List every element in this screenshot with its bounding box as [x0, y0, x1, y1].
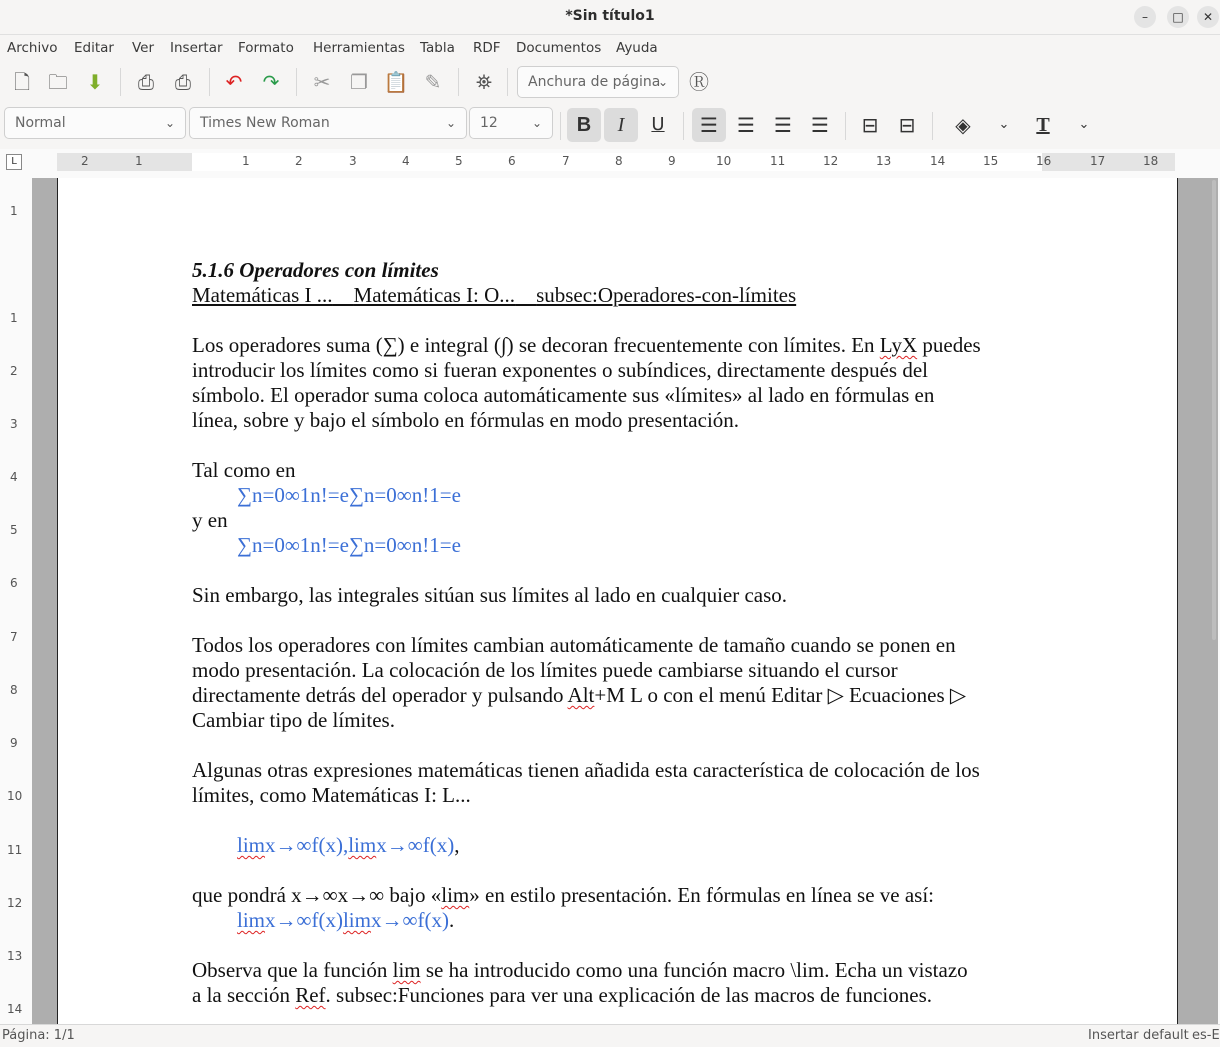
ruler-label: 13 [876, 154, 892, 168]
paragraph-line: introducir los límites como si fueran exponentes o subíndices, directamente después del [192, 358, 928, 382]
ruler-label: 1 [135, 154, 143, 168]
text-run: . [448, 908, 455, 932]
paragraph-line: Sin embargo, las integrales sitúan sus límites al lado en cualquier caso. [192, 583, 788, 607]
separator [120, 68, 121, 96]
new-document-icon[interactable]: 🗋 [13, 70, 31, 94]
close-button[interactable]: ✕ [1197, 6, 1219, 28]
window-title: *Sin título1 [565, 8, 655, 24]
bold-button[interactable]: B [567, 108, 601, 142]
redo-icon[interactable]: ↷ [262, 70, 280, 94]
align-center-button[interactable]: ☰ [737, 113, 755, 137]
ruler-label: 16 [1036, 154, 1052, 168]
text-run: , [454, 833, 460, 857]
ruler-label: 1 [242, 154, 250, 168]
text-run: que pondrá x→∞x→∞ bajo « [192, 883, 442, 907]
document-area[interactable] [32, 178, 1218, 1024]
menu-formato[interactable]: Formato [238, 40, 294, 56]
document-page[interactable] [57, 178, 1178, 1024]
paragraph-line: límites, como Matemáticas I: L... [192, 783, 471, 807]
menu-ayuda[interactable]: Ayuda [616, 40, 658, 56]
ruler-label: 14 [930, 154, 946, 168]
ruler-label: 12 [7, 896, 23, 910]
menu-bar [0, 35, 1220, 61]
chevron-down-icon[interactable]: ⌄ [998, 117, 1010, 132]
ruler-label: 6 [10, 576, 18, 590]
text-run: se ha introducido como una función macro \lim. Echa un vistazo [420, 958, 968, 982]
menu-insertar[interactable]: Insertar [170, 40, 223, 56]
text-run: puedes [917, 333, 981, 357]
ruler-label: 3 [349, 154, 357, 168]
horizontal-ruler[interactable] [57, 153, 1175, 171]
misspelled-word[interactable]: lim [392, 958, 421, 982]
cut-icon[interactable]: ✂ [313, 70, 331, 94]
breadcrumb-part[interactable]: Matemáticas I: O... [353, 283, 516, 307]
paragraph-line: Tal como en [192, 458, 296, 482]
breadcrumb[interactable] [192, 283, 796, 308]
download-icon[interactable]: ⬇ [86, 70, 104, 94]
math-expr: x→∞f(x), [265, 833, 349, 857]
math-expr: x→∞f(x) [370, 908, 449, 932]
ruler-label: 1 [10, 311, 18, 325]
ruler-label: 11 [7, 843, 23, 857]
ruler-label: 7 [562, 154, 570, 168]
math-formula[interactable]: ∑n=0∞1n!=e∑n=0∞n!1=e [237, 483, 461, 507]
separator [560, 112, 561, 140]
text-run: Observa que la función [192, 958, 393, 982]
copy-icon[interactable]: ❐ [350, 70, 368, 94]
standard-toolbar [0, 61, 1220, 103]
paragraph-line: símbolo. El operador suma coloca automáticamente sus «límites» al lado en fórmulas en [192, 383, 935, 407]
ruler-label: 12 [823, 154, 839, 168]
tab-stop-selector[interactable]: L [6, 154, 22, 170]
font-size-value: 12 [480, 115, 498, 131]
paste-icon[interactable]: 📋 [383, 70, 409, 94]
math-lim: lim [342, 908, 371, 932]
separator [458, 68, 459, 96]
font-name-value: Times New Roman [200, 115, 330, 131]
text-color-icon[interactable]: T [1036, 114, 1050, 136]
ruler-label: 4 [10, 470, 18, 484]
fill-color-icon[interactable]: ◈ [955, 113, 971, 137]
zoom-value: Anchura de página [528, 74, 661, 90]
paragraph-line [192, 683, 966, 708]
paragraph-line: Cambiar tipo de límites. [192, 708, 395, 732]
chevron-down-icon[interactable]: ⌄ [1078, 117, 1090, 132]
separator [296, 68, 297, 96]
ruler-label: 2 [295, 154, 303, 168]
misspelled-word[interactable]: LyX [879, 333, 918, 357]
font-size-select[interactable] [469, 107, 553, 139]
menu-herramientas[interactable]: Herramientas [313, 40, 405, 56]
indent-increase-icon[interactable]: ⊟ [898, 113, 916, 137]
math-expr: x→∞f(x) [265, 908, 343, 932]
font-name-select[interactable] [189, 107, 467, 139]
language[interactable]: es-E [1192, 1028, 1220, 1043]
align-right-button[interactable]: ☰ [774, 113, 792, 137]
separator [932, 112, 933, 140]
math-lim: lim [348, 833, 377, 857]
ruler-label: 8 [615, 154, 623, 168]
ruler-label: 5 [455, 154, 463, 168]
misspelled-word[interactable]: lim [441, 883, 470, 907]
vertical-ruler[interactable] [5, 178, 25, 1024]
separator [507, 68, 508, 96]
misspelled-word[interactable]: Alt [567, 683, 595, 707]
italic-button[interactable]: I [604, 108, 638, 142]
title-bar [0, 0, 1220, 35]
math-lim: lim [237, 833, 266, 857]
text-run: Los operadores suma (∑) e integral (∫) se decoran frecuentemente con límites. En [192, 333, 880, 357]
print-icon[interactable]: ⎙ [175, 70, 191, 94]
indent-decrease-icon[interactable]: ⊟ [861, 113, 879, 137]
paragraph-style-value: Normal [15, 115, 66, 131]
ruler-label: 3 [10, 417, 18, 431]
ruler-label: 4 [402, 154, 410, 168]
paragraph-line: Todos los operadores con límites cambian automáticamente de tamaño cuando se ponen en [192, 633, 956, 657]
chevron-down-icon: ⌄ [531, 116, 542, 130]
text-run: directamente detrás del operador y pulsando [192, 683, 568, 707]
menu-archivo[interactable]: Archivo [7, 40, 58, 56]
section-heading: 5.1.6 Operadores con límites [192, 258, 439, 282]
menu-ver[interactable]: Ver [132, 40, 155, 56]
page-indicator: Página: 1/1 [2, 1028, 75, 1043]
math-lim: lim [237, 908, 266, 932]
status-bar [0, 1024, 1220, 1047]
align-left-button[interactable]: ☰ [692, 108, 726, 142]
menu-documentos[interactable]: Documentos [516, 40, 602, 56]
open-folder-icon[interactable]: 🗀 [48, 70, 68, 94]
misspelled-word[interactable]: Ref [295, 983, 326, 1007]
ruler-label: 17 [1090, 154, 1106, 168]
menu-editar[interactable]: Editar [74, 40, 114, 56]
math-expr: x→∞f(x) [376, 833, 455, 857]
undo-icon[interactable]: ↶ [225, 70, 243, 94]
menu-tabla[interactable]: Tabla [420, 40, 455, 56]
format-toolbar [0, 103, 1220, 149]
ruler-label: 8 [10, 683, 18, 697]
paragraph-line [192, 983, 932, 1008]
ruler-label: 1 [10, 204, 18, 218]
lyx-icon[interactable]: ⛯ [476, 70, 492, 94]
ruler-label: 7 [10, 630, 18, 644]
text-run: » en estilo presentación. En fórmulas en línea se ve así: [469, 883, 935, 907]
text-run: . subsec:Funciones para ver una explicación de las macros de funciones. [325, 983, 932, 1007]
view-latex-icon[interactable]: Ⓡ [689, 70, 709, 94]
paragraph-line [192, 883, 934, 908]
ruler-label: 10 [716, 154, 732, 168]
chevron-down-icon: ⌄ [164, 116, 175, 130]
separator [683, 112, 684, 140]
chevron-down-icon: ⌄ [445, 116, 456, 130]
chevron-down-icon: ⌄ [657, 75, 668, 89]
ruler-label: 6 [508, 154, 516, 168]
separator [845, 112, 846, 140]
menu-rdf[interactable]: RDF [473, 40, 501, 56]
align-justify-button[interactable]: ☰ [811, 113, 829, 137]
paragraph-line [192, 958, 968, 983]
breadcrumb-part[interactable]: Matemáticas I ... [192, 283, 333, 307]
math-formula[interactable] [237, 908, 454, 933]
minimize-button[interactable]: – [1134, 6, 1156, 28]
paragraph-line: línea, sobre y bajo el símbolo en fórmulas en modo presentación. [192, 408, 740, 432]
ruler-label: 2 [81, 154, 89, 168]
ruler-label: 14 [7, 1002, 23, 1016]
paragraph-line: Algunas otras expresiones matemáticas tienen añadida esta característica de colocación de los [192, 758, 980, 782]
ruler-label: 2 [10, 364, 18, 378]
paragraph-line [192, 333, 981, 358]
paragraph-line: modo presentación. La colocación de los límites puede cambiarse situando el cursor [192, 658, 898, 682]
ruler-label: 9 [668, 154, 676, 168]
math-formula[interactable] [237, 833, 459, 858]
vertical-scrollbar[interactable] [1212, 180, 1216, 640]
ruler-label: 18 [1143, 154, 1159, 168]
ruler-label: 5 [10, 523, 18, 537]
paragraph-style-select[interactable] [4, 107, 186, 139]
page-style: default [1143, 1028, 1189, 1043]
math-formula[interactable]: ∑n=0∞1n!=e∑n=0∞n!1=e [237, 533, 461, 557]
ruler-label: 15 [983, 154, 999, 168]
ruler-label: 10 [7, 789, 23, 803]
paragraph-line: y en [192, 508, 228, 532]
maximize-button[interactable]: □ [1167, 6, 1189, 28]
ruler-label: 9 [10, 736, 18, 750]
format-paint-icon[interactable]: ✎ [424, 70, 442, 94]
insert-mode[interactable]: Insertar [1088, 1028, 1139, 1043]
ruler-label: 13 [7, 949, 23, 963]
underline-button[interactable]: U [651, 114, 665, 135]
text-run: a la sección [192, 983, 296, 1007]
separator [209, 68, 210, 96]
ruler-label: 11 [770, 154, 786, 168]
breadcrumb-part[interactable]: subsec:Operadores-con-límites [536, 283, 797, 307]
zoom-select[interactable] [517, 66, 679, 98]
print-preview-icon[interactable]: ⎙ [138, 70, 154, 94]
text-run: +M L o con el menú Editar ▷ Ecuaciones ▷ [594, 683, 967, 707]
